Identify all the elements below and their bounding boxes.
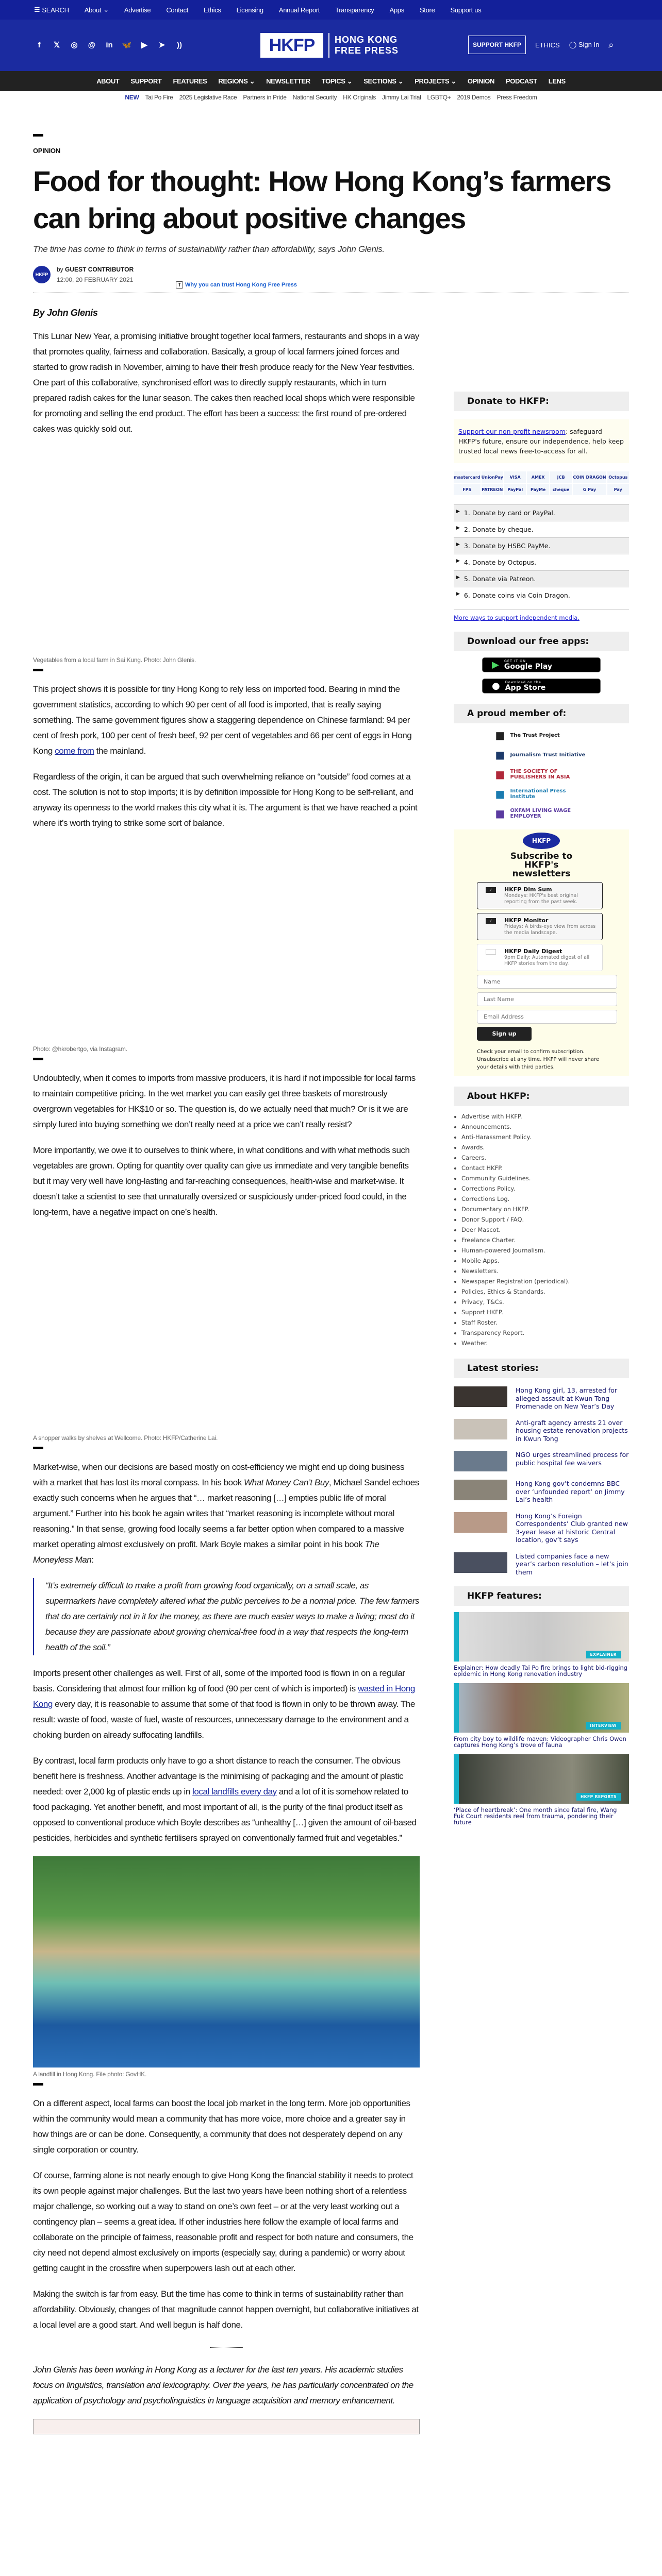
sign-in-label: Sign In (578, 41, 600, 48)
new-badge: NEW (125, 93, 139, 101)
topbar-link-label: Ethics (204, 6, 221, 14)
nav-label: SECTIONS (363, 77, 396, 85)
nav-about[interactable] (96, 77, 119, 85)
about-link[interactable]: • Mobile Apps. (461, 1256, 629, 1266)
article-figure (33, 841, 420, 1060)
about-link[interactable]: • Support HKFP. (461, 1307, 629, 1317)
payment-logo-paypal: PayPal (504, 484, 526, 495)
member-emblem-icon: ■ (495, 768, 505, 781)
disclaimer-box (33, 2419, 420, 2434)
about-link[interactable]: • Advertise with HKFP. (461, 1111, 629, 1122)
topbar-link-label: Annual Report (278, 6, 320, 14)
google-play-label: Google Play (504, 663, 552, 671)
payment-logo-visa: VISA (504, 471, 526, 483)
nav-label: PROJECTS (415, 77, 450, 85)
site-header (0, 20, 662, 71)
donate-option-label: 6. Donate coins via Coin Dragon. (464, 591, 570, 599)
about-link[interactable]: • Awards. (461, 1142, 629, 1153)
topbar-link-about[interactable] (85, 6, 109, 14)
payment-logo-pay: Pay (607, 484, 629, 495)
member-name: International Press Institute (510, 788, 566, 800)
telegram-icon[interactable]: ➤ (158, 41, 166, 49)
feature-badge: INTERVIEW (586, 1722, 621, 1730)
nav-features[interactable] (173, 77, 207, 85)
features-list (454, 1612, 629, 1825)
paragraph-text: Regardless of the origin, it can be argued that such overwhelming reliance on “outside” food comes at a cost. The solution is not to stop imports; it is by definition impossible for Hong Kong to be self-reliant, and anyway its openness to the world makes this city what it is. The argument is that we have reached a point where it’s worth trying to strike some sort of balance. (33, 772, 418, 828)
author-name: By John Glenis (33, 308, 98, 318)
topbar-link-support-us[interactable] (451, 6, 482, 14)
member-logos (454, 726, 629, 822)
author-bio: John Glenis has been working in Hong Kong as a lecturer for the last ten years. His academic studies focus on linguistics, translation and lexicography. Over the years, he has particularly concentrated on the application of psychology and psycholinguistics in language acquisition and memory enhancement. (33, 2365, 413, 2405)
chevron-down-icon: ⌄ (345, 77, 353, 85)
paragraph-text: , Michael Sandel echoes exactly such concerns when he argues that “… market reasoning […] empties public life of moral argument.” Further into his book he again writes that “market reasoning is incomplete without moral reasoning.” In that sense, growing food locally seems a far better option when compared to a massive market operating almost exclusively on profit. Mark Boyle makes a similar point in his book (33, 1478, 419, 1549)
about-link[interactable]: • Announcements. (461, 1122, 629, 1132)
payment-logo-g-pay: G Pay (573, 484, 606, 495)
trending-topic-link[interactable]: Partners in Pride (243, 93, 287, 101)
paragraph-text: : (91, 1555, 94, 1565)
feature-badge: EXPLAINER (586, 1651, 621, 1658)
story-thumbnail[interactable] (454, 1480, 507, 1500)
social-links (34, 39, 185, 50)
topbar-link-store[interactable] (420, 6, 435, 14)
logo-divider (328, 33, 329, 58)
facebook-icon[interactable]: f (38, 40, 41, 49)
photo-caption: Vegetables from a local farm in Sai Kung. Photo: John Glenis. (33, 656, 196, 664)
article-subtitle: The time has come to think in terms of sustainability rather than affordability, says John Glenis. (33, 244, 385, 254)
nav-newsletter[interactable] (266, 77, 310, 85)
member-logo[interactable] (454, 805, 629, 822)
newsletter-option[interactable] (477, 913, 603, 940)
feature-image[interactable] (454, 1612, 629, 1662)
member-logo[interactable] (454, 726, 629, 744)
newsletter-option[interactable] (477, 882, 603, 909)
app-store-button[interactable] (482, 679, 601, 693)
end-divider (210, 2347, 243, 2348)
threads-icon[interactable]: @ (88, 40, 96, 49)
about-link[interactable]: • Newsletters. (461, 1266, 629, 1276)
paragraph-text: Market-wise, when our decisions are based mostly on cost-efficiency we might end up doing business with a market that has lost its moral compass. In his book (33, 1462, 405, 1487)
newsletter-note: Check your email to confirm subscription. Unsubscribe at any time. HKFP will never share your details with third parties. (477, 1049, 599, 1070)
about-link[interactable]: • Deer Mascot. (461, 1225, 629, 1235)
trending-topic-link[interactable]: Press Freedom (496, 93, 537, 101)
photo-caption: A landfill in Hong Kong. File photo: GovHK. (33, 2071, 147, 2078)
publish-date: 12:00, 20 FEBRUARY 2021 (57, 276, 134, 283)
about-link[interactable]: • Anti-Harassment Policy. (461, 1132, 629, 1142)
story-item[interactable] (454, 1386, 629, 1411)
author-link[interactable]: GUEST CONTRIBUTOR (65, 266, 134, 273)
nav-label: NEWSLETTER (266, 77, 310, 85)
donate-heading: Donate to HKFP: (454, 392, 629, 411)
inline-link[interactable]: come from (55, 746, 94, 756)
topbar-link-advertise[interactable] (124, 6, 151, 14)
section-dash (33, 1058, 43, 1060)
topbar-link-label: Store (419, 6, 435, 14)
story-thumbnail[interactable] (454, 1386, 507, 1407)
about-heading: About HKFP: (454, 1087, 629, 1106)
about-link[interactable]: • Corrections Log. (461, 1194, 629, 1204)
member-emblem-icon: ■ (495, 807, 505, 820)
byline (33, 266, 420, 293)
trending-topic-link[interactable]: 2025 Legislative Race (179, 93, 237, 101)
support-text: : safeguard HKFP's future, ensure our independence, help keep trusted local news free-to-access for all. (458, 428, 624, 455)
about-link[interactable]: • Weather. (461, 1338, 629, 1348)
donate-option[interactable] (454, 504, 629, 521)
trending-topics (0, 91, 662, 103)
story-item[interactable] (454, 1451, 629, 1471)
article-photo[interactable] (33, 1230, 420, 1431)
nav-sections[interactable] (363, 77, 403, 86)
story-item[interactable] (454, 1480, 629, 1504)
topbar-link-label: Support us (450, 6, 482, 14)
book-title: The Moneyless Man (33, 1539, 379, 1565)
payment-logo-cheque: cheque (550, 484, 572, 495)
donate-option-label: 4. Donate by Octopus. (464, 558, 537, 566)
feature-title[interactable]: Explainer: How deadly Tai Po fire brings to light bid-rigging epidemic in Hong Kong renovation industry (454, 1664, 628, 1677)
feature-item[interactable] (454, 1754, 629, 1825)
sidebar (454, 381, 629, 1825)
feature-badge: HKFP REPORTS (576, 1793, 621, 1801)
article-paragraph (33, 1666, 420, 1743)
google-play-icon: ▶ (492, 659, 499, 670)
x-icon[interactable]: 𝕏 (53, 41, 60, 49)
topbar-link-label: Apps (389, 6, 404, 14)
nav-label: OPINION (467, 77, 494, 85)
chevron-down-icon: ⌄ (396, 77, 404, 85)
support-note (454, 419, 629, 463)
sign-up-button[interactable]: Sign up (477, 1027, 532, 1041)
member-logo[interactable] (454, 785, 629, 803)
section-dash (33, 669, 43, 671)
about-link[interactable]: • Contact HKFP. (461, 1163, 629, 1173)
nav-label: SUPPORT (130, 77, 162, 85)
story-title[interactable]: Anti-graft agency arrests 21 over housing estate renovation projects in Kwun Tong (516, 1418, 628, 1443)
paragraph-text: Undoubtedly, when it comes to imports from massive producers, it is hard if not impossible for local farms to maintain competitive pricing. In the wet market you can easily get three baskets of monstrously overgrown vegetables for HK$10 or so. The question is, do we actually need that much? Or is it we are simply lured into buying something we don’t really need at a price we can’t really resist? (33, 1073, 416, 1129)
checkbox[interactable]: ✓ (486, 918, 496, 924)
logo-line-2: FREE PRESS (335, 45, 399, 56)
about-link[interactable]: • Careers. (461, 1153, 629, 1163)
donate-option[interactable] (454, 587, 629, 603)
payment-logo-amex: AMEX (527, 471, 549, 483)
article-paragraph (33, 2168, 420, 2276)
about-link[interactable]: • Corrections Policy. (461, 1183, 629, 1194)
donate-option[interactable] (454, 554, 629, 570)
article-paragraph (33, 2096, 420, 2158)
topbar-link-ethics[interactable] (204, 6, 221, 14)
newsletter-option[interactable] (477, 944, 603, 971)
logo-text (335, 35, 399, 56)
newsletter-title: Subscribe to HKFP's newsletters (510, 851, 573, 879)
trending-topic-link[interactable]: HK Originals (343, 93, 376, 101)
article-paragraph (33, 1753, 420, 1846)
member-heading: A proud member of: (454, 704, 629, 723)
hamburger-icon: ☰ (34, 6, 40, 13)
member-emblem-icon: ■ (495, 749, 505, 761)
paragraph-text: every day, it is reasonable to assume that some of that food is flown in only to be thrown away. The result: waste of food, waste of fuel, waste of resources, unnecessary damage to the environment and a choking burden on already suffocating landfills. (33, 1699, 415, 1740)
topbar-link-contact[interactable] (166, 6, 188, 14)
inline-link[interactable]: wasted in Hong Kong (33, 1684, 415, 1709)
donate-option-label: 3. Donate by HSBC PayMe. (464, 542, 551, 550)
article-figure (33, 1856, 420, 2086)
feature-image[interactable] (454, 1754, 629, 1804)
trending-topic-link[interactable]: Jimmy Lai Trial (382, 93, 421, 101)
member-name: Journalism Trust Initiative (510, 752, 586, 758)
photo-caption: Photo: @hkrobertgo, via Instagram. (33, 1045, 127, 1053)
about-link[interactable]: • Community Guidelines. (461, 1173, 629, 1183)
article-paragraph (33, 2286, 420, 2333)
site-logo[interactable] (260, 33, 399, 58)
top-bar (0, 0, 662, 20)
story-title[interactable]: Hong Kong’s Foreign Correspondents’ Club granted new 3-year lease at historic Central location, gov’t says (516, 1512, 628, 1544)
nav-topics[interactable] (322, 77, 352, 86)
article-photo[interactable] (33, 841, 420, 1042)
about-link[interactable]: • Human-powered Journalism. (461, 1245, 629, 1256)
newsletter-signup (454, 829, 629, 1076)
paragraph-text: the mainland. (94, 746, 146, 756)
trending-topic-link[interactable]: Tai Po Fire (145, 93, 173, 101)
about-link[interactable]: • Transparency Report. (461, 1328, 629, 1338)
feature-title[interactable]: From city boy to wildlife maven: Videographer Chris Owen captures Hong Kong’s trove of fauna (454, 1735, 626, 1749)
payment-logo-payme: PayMe (527, 484, 549, 495)
instagram-icon[interactable]: ◎ (71, 41, 78, 49)
avatar: HKFP (33, 266, 51, 283)
topbar-link-licensing[interactable] (237, 6, 263, 14)
topbar-link-label: About (84, 6, 102, 14)
more-ways-link[interactable]: More ways to support independent media. (454, 609, 629, 621)
triangle-right-icon: ▶ (456, 575, 460, 580)
newsletter-description: Fridays: A birds-eye view from across the media landscape. (504, 924, 596, 936)
payment-logo-unionpay: UnionPay (482, 471, 503, 483)
bluesky-icon[interactable]: 🦋 (122, 41, 132, 49)
paragraph-text: This project shows it is possible for tiny Hong Kong to rely less on imported food. Bearing in mind the government statistics, according to which 90 per cent of all food is imported, that is really saying something. The same government figures show a staggering dependence on Chinese farmland: 94 per cent of fresh pork, 100 per cent of fresh beef, 92 per cent of vegetables and 66 per cent of eggs in Hong Kong (33, 684, 412, 756)
topbar-link-label: Contact (166, 6, 189, 14)
article-figure (33, 1230, 420, 1449)
checkbox[interactable] (486, 949, 496, 955)
triangle-right-icon: ▶ (456, 542, 460, 547)
section-dash (33, 1447, 43, 1449)
member-emblem-icon: ■ (495, 729, 505, 741)
search-menu-button[interactable] (34, 6, 69, 14)
search-icon[interactable]: ⌕ (608, 39, 614, 50)
payment-logo-patreon: PATREON (482, 484, 503, 495)
nav-label: FEATURES (173, 77, 207, 85)
story-item[interactable] (454, 1419, 629, 1443)
ethics-link[interactable]: ETHICS (535, 41, 560, 49)
nav-support[interactable] (130, 77, 161, 85)
checkbox[interactable]: ✓ (486, 887, 496, 893)
article-figure (33, 447, 420, 671)
trending-topic-link[interactable]: LGBTQ+ (427, 93, 451, 101)
newsletter-name: HKFP Monitor (504, 917, 549, 924)
paragraph-text: More importantly, we owe it to ourselves to think where, in what conditions and with what methods such vegetables are grown. Opting for quantity over quality can give us immediate and very tangible benefits but it may very well have long-lasting and far-reaching consequences, health-wise and market-wise. It doesn’t take a scientist to see that unnaturally oversized or suspiciously under-priced food could, in the long-term, have a negative impact on one’s health. (33, 1145, 410, 1217)
nav-label: PODCAST (505, 77, 537, 85)
payment-logo-jcb: JCB (550, 471, 572, 483)
paragraph-text: Imports present other challenges as well. First of all, some of the imported food is flown in on a regular basis. Considering that almost four million kg of food (90 per cent of which is imported) is (33, 1668, 405, 1693)
linkedin-icon[interactable]: in (106, 40, 113, 49)
latest-heading: Latest stories: (454, 1359, 629, 1378)
logo-line-1: HONG KONG (335, 35, 398, 45)
paragraph-text: This Lunar New Year, a promising initiative brought together local farmers, restaurants and shops in a way that promotes quality, fairness and collaboration. Basically, a group of local farmers joined forces and started to grow radish in November, aiming to have their fresh produce ready for the New Year festivities. One part of this collaborative, synchronised effort was to directly supply restaurants, which in turn prepared radish cakes for the lunar season. The cakes then reached local shops which were responsible for promoting and selling the end product. The effort has been a success: the first round of pre-ordered cakes was quickly sold out. (33, 331, 419, 434)
member-emblem-icon: ■ (495, 788, 505, 800)
donate-option[interactable] (454, 570, 629, 587)
newsletter-logo: HKFP (523, 833, 560, 849)
nav-opinion[interactable] (468, 77, 494, 85)
last-name-input[interactable] (477, 992, 617, 1006)
by-label: by (57, 266, 63, 273)
support-hkfp-button[interactable]: SUPPORT HKFP (468, 36, 526, 54)
google-play-small: GET IT ON (504, 659, 526, 663)
topbar-link-label: Advertise (124, 6, 151, 14)
newsletter-name: HKFP Dim Sum (504, 886, 552, 893)
donate-options (454, 504, 629, 603)
about-link[interactable]: • Policies, Ethics & Standards. (461, 1286, 629, 1297)
topbar-link-label: Licensing (236, 6, 263, 14)
apps-heading: Download our free apps: (454, 632, 629, 651)
paragraph-text: Making the switch is far from easy. But the time has come to think in terms of sustainability rather than affordability. Obviously, changes of that magnitude cannot happen overnight, but collaborative initiatives at a local level are a good start. And well begun is half done. (33, 2289, 419, 2330)
member-logo[interactable] (454, 746, 629, 764)
story-thumbnail[interactable] (454, 1552, 507, 1573)
nav-label: TOPICS (321, 77, 345, 85)
triangle-right-icon: ▶ (456, 591, 460, 597)
newsletter-description: 9pm Daily: Automated digest of all HKFP stories from the day. (504, 955, 590, 967)
nav-podcast[interactable] (506, 77, 537, 85)
story-thumbnail[interactable] (454, 1419, 507, 1439)
section-dash (33, 2083, 43, 2086)
story-title[interactable]: Hong Kong girl, 13, arrested for alleged assault at Kwun Tong Promenade on New Year’s Day (516, 1386, 618, 1410)
story-title[interactable]: NGO urges streamlined process for public hospital fee waivers (516, 1451, 629, 1467)
chevron-down-icon: ⌄ (247, 77, 255, 85)
features-heading: HKFP features: (454, 1586, 629, 1606)
chevron-down-icon: ⌄ (103, 6, 109, 13)
apple-icon: ● (492, 681, 500, 691)
photo-caption: A shopper walks by shelves at Wellcome. Photo: HKFP/Catherine Lai. (33, 1434, 218, 1442)
about-link[interactable]: • Newspaper Registration (periodical). (461, 1276, 629, 1286)
story-item[interactable] (454, 1552, 629, 1577)
story-thumbnail[interactable] (454, 1512, 507, 1533)
trending-topic-link[interactable]: National Security (292, 93, 337, 101)
name-input[interactable] (477, 975, 617, 989)
article-title: Food for thought: How Hong Kong’s farmers can bring about positive changes (33, 165, 611, 234)
triangle-right-icon: ▶ (456, 558, 460, 564)
about-link[interactable]: • Privacy, T&Cs. (461, 1297, 629, 1307)
article-photo[interactable] (33, 447, 420, 653)
feature-image[interactable] (454, 1683, 629, 1733)
payment-logo-coin-dragon: COIN DRAGON (573, 471, 606, 483)
story-title[interactable]: Hong Kong gov’t condemns BBC over ‘unfounded report’ on Jimmy Lai’s health (516, 1480, 625, 1503)
story-item[interactable] (454, 1512, 629, 1544)
search-label: SEARCH (42, 6, 69, 14)
nav-label: REGIONS (218, 77, 248, 85)
topbar-link-apps[interactable] (390, 6, 404, 14)
about-links (461, 1111, 629, 1348)
article-paragraph (33, 1071, 420, 1132)
sign-in-link[interactable] (569, 41, 600, 49)
feature-item[interactable] (454, 1683, 629, 1748)
user-icon: ◯ (569, 41, 577, 48)
inline-link[interactable]: local landfills every day (192, 1787, 277, 1797)
email-input[interactable] (477, 1010, 617, 1024)
nav-regions[interactable] (218, 77, 255, 86)
section-dash (33, 134, 43, 137)
member-name: The Trust Project (510, 732, 560, 738)
member-name: THE SOCIETY OF PUBLISHERS IN ASIA (510, 769, 570, 780)
category-label[interactable]: OPINION (33, 147, 60, 155)
story-title[interactable]: Listed companies face a new year’s carbon resolution – let’s join them (516, 1552, 628, 1576)
paragraph-text: By contrast, local farm products only have to go a short distance to reach the consumer. The obvious benefit here is freshness. Another advantage is the minimising of packaging and the amount of plastic needed: over 2,000 kg of plastic ends up in (33, 1756, 404, 1797)
trending-topic-link[interactable]: 2019 Demos (457, 93, 491, 101)
member-logo[interactable] (454, 766, 629, 783)
topbar-link-annual-report[interactable] (279, 6, 320, 14)
payment-methods (454, 471, 629, 495)
article-paragraph (33, 329, 420, 437)
nav-projects[interactable] (415, 77, 456, 86)
article-paragraph (33, 682, 420, 759)
member-name: OXFAM LIVING WAGE EMPLOYER (510, 808, 571, 819)
topbar-link-transparency[interactable] (335, 6, 374, 14)
donate-option-label: 1. Donate by card or PayPal. (464, 509, 555, 517)
feature-title[interactable]: ‘Place of heartbreak’: One month since fatal fire, Wang Fuk Court residents reel from trauma, pondering their future (454, 1806, 617, 1826)
article-paragraph (33, 769, 420, 831)
about-link[interactable]: • Documentary on HKFP. (461, 1204, 629, 1214)
donate-option[interactable] (454, 537, 629, 554)
feature-item[interactable] (454, 1612, 629, 1677)
nav-label: ABOUT (96, 77, 120, 85)
donate-option-label: 5. Donate via Patreon. (464, 575, 536, 583)
app-store-small: Download on the (505, 680, 541, 684)
google-play-button[interactable] (482, 657, 601, 672)
donate-option-label: 2. Donate by cheque. (464, 526, 534, 533)
newsletter-name: HKFP Daily Digest (504, 948, 562, 955)
logo-mark: HKFP (260, 33, 323, 58)
block-quote: “It’s extremely difficult to make a profit from growing food organically, on a small scale, as supermarkets have completely altered what the public perceives to be a normal price. The few farmers that do are certainly not in it for the money, as there are much easier ways to make a living; most do it because they are passionate about growing chemical-free food in a way that respects the long-term health of the soil.” (33, 1578, 420, 1655)
paragraph-text: Of course, farming alone is not nearly enough to give Hong Kong the financial stability it needs to protect its own people against major challenges. But the last two years have been nothing short of a relentless major challenge, so working out a way to stand on one’s own feet – or at the very least working out a contingency plan – seems a great idea. If other industries here follow the example of local farms and collaborate on the principle of fairness, reasonable profit and respect for both nature and consumers, the city need not depend almost exclusively on imports (especially say, during a pandemic) or worry about getting caught in the crossfire when superpowers lash out at each other. (33, 2171, 413, 2273)
story-thumbnail[interactable] (454, 1451, 507, 1471)
about-link[interactable]: • Staff Roster. (461, 1317, 629, 1328)
triangle-right-icon: ▶ (456, 509, 460, 514)
payment-logo-mastercard: mastercard (454, 471, 481, 483)
payment-logo-octopus: Octopus (607, 471, 629, 483)
book-title: What Money Can’t Buy (244, 1478, 329, 1487)
trust-link[interactable] (176, 281, 297, 289)
article-paragraph (33, 1143, 420, 1220)
donate-option[interactable] (454, 521, 629, 537)
trust-link-label: Why you can trust Hong Kong Free Press (185, 282, 297, 288)
paragraph-text: and a lot of it is somehow related to food packaging. Yet another benefit, and most important of all, is the purity of the final product itself as opposed to conventional produce which Boyle describes as “unhealthy […] given the amount of oil-based pesticides, herbicides and synthetic fertilisers sprayed on conventionally farmed fruit and vegetables.” (33, 1787, 417, 1843)
payment-logo-fps: FPS (454, 484, 481, 495)
latest-stories (454, 1386, 629, 1576)
trust-project-icon: T (176, 281, 183, 289)
article-photo[interactable] (33, 1856, 420, 2067)
topbar-link-label: Transparency (335, 6, 374, 14)
youtube-icon[interactable]: ▶ (141, 41, 147, 49)
rss-icon[interactable]: )) (177, 40, 182, 49)
triangle-right-icon: ▶ (456, 526, 460, 531)
about-link[interactable]: • Donor Support / FAQ. (461, 1214, 629, 1225)
about-link[interactable]: • Freelance Charter. (461, 1235, 629, 1245)
chevron-down-icon: ⌄ (449, 77, 456, 85)
nav-lens[interactable] (549, 77, 566, 85)
main-navigation (0, 71, 662, 91)
article-paragraph (33, 1460, 420, 1568)
app-store-label: App Store (505, 684, 546, 692)
paragraph-text: On a different aspect, local farms can boost the local job market in the long term. More job opportunities within the community would mean a community that has more voice, more choice and a greater say in how things are or can be done. Consequently, a community that does not desperately depend on any single corporation or country. (33, 2098, 410, 2155)
newsletter-description: Mondays: HKFP's best original reporting from the past week. (504, 893, 578, 905)
support-newsroom-link[interactable]: Support our non-profit newsroom (458, 428, 566, 435)
nav-label: LENS (548, 77, 566, 85)
